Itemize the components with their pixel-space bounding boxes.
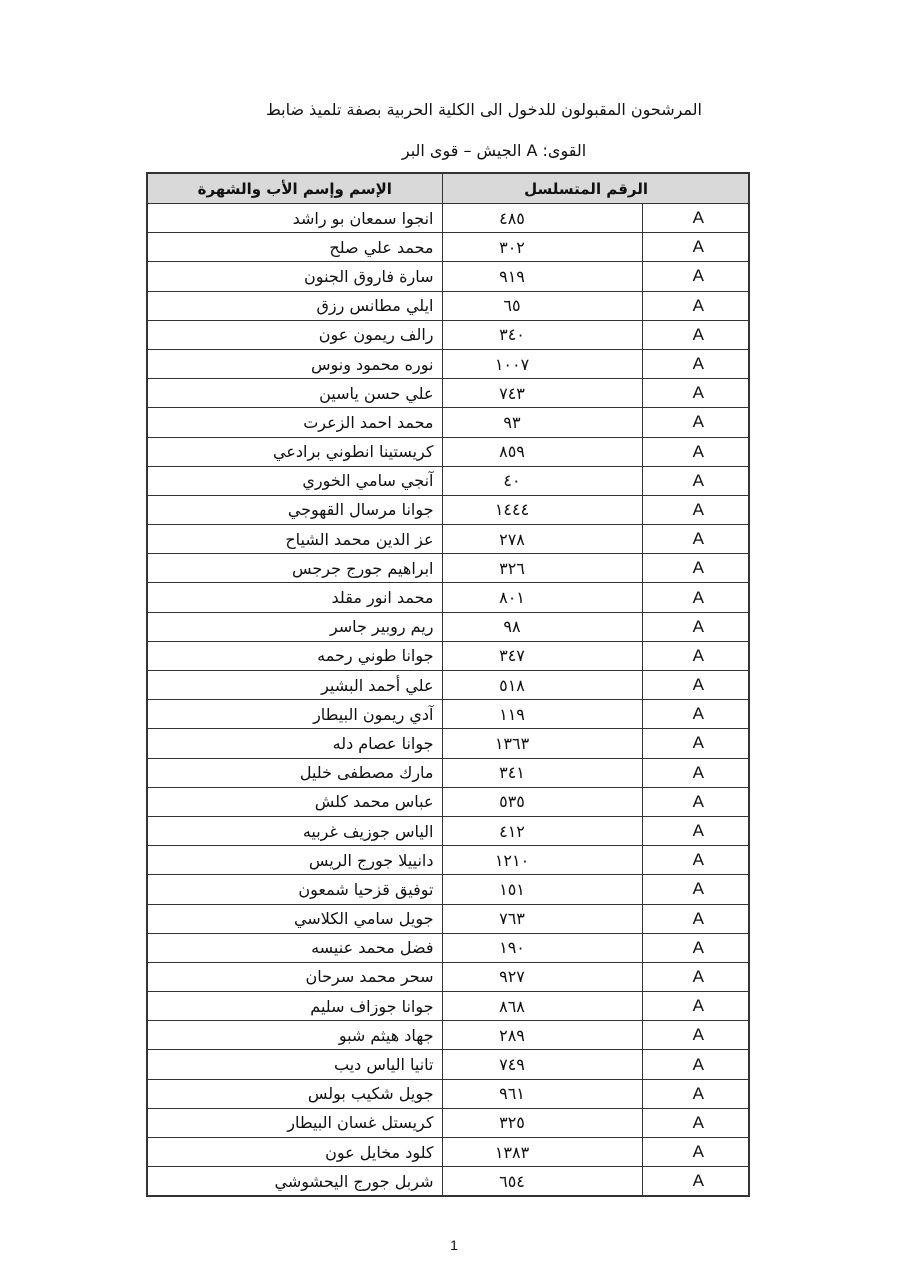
table-row <box>147 233 749 262</box>
serial-number: ١٢١٠ <box>442 846 642 875</box>
candidates-table-wrapper <box>146 172 750 1197</box>
candidate-name: جهاد هيثم شبو <box>147 1021 442 1050</box>
serial-number: ٦٥ <box>442 291 642 320</box>
serial-number: ٩١٩ <box>442 262 642 291</box>
candidate-name: انجوا سمعان بو راشد <box>147 204 442 233</box>
table-row <box>147 787 749 816</box>
force-code: A <box>642 787 749 816</box>
serial-number: ٩٣ <box>442 408 642 437</box>
column-header-name: الإسم وإسم الأب والشهرة <box>147 173 442 204</box>
serial-number: ٣٤٠ <box>442 320 642 349</box>
candidate-name: رالف ريمون عون <box>147 320 442 349</box>
table-row <box>147 933 749 962</box>
candidate-name: محمد علي صلح <box>147 233 442 262</box>
serial-number: ٦٥٤ <box>442 1167 642 1197</box>
candidate-name: جوانا عصام دله <box>147 729 442 758</box>
serial-number: ٤١٢ <box>442 816 642 845</box>
candidate-name: جويل سامي الكلاسي <box>147 904 442 933</box>
candidates-table <box>146 172 750 1197</box>
force-code: A <box>642 992 749 1021</box>
force-code: A <box>642 233 749 262</box>
candidate-name: شربل جورج اليحشوشي <box>147 1167 442 1197</box>
candidate-name: ريم روبير جاسر <box>147 612 442 641</box>
table-row <box>147 320 749 349</box>
table-row <box>147 904 749 933</box>
serial-number: ٥٣٥ <box>442 787 642 816</box>
force-code: A <box>642 758 749 787</box>
serial-number: ١١٩ <box>442 700 642 729</box>
serial-number: ٨٦٨ <box>442 992 642 1021</box>
force-code: A <box>642 379 749 408</box>
serial-number: ٨٠١ <box>442 583 642 612</box>
force-code: A <box>642 583 749 612</box>
table-row <box>147 525 749 554</box>
candidate-name: سارة فاروق الجنون <box>147 262 442 291</box>
force-code: A <box>642 1167 749 1197</box>
candidate-name: آنجي سامي الخوري <box>147 466 442 495</box>
table-row <box>147 671 749 700</box>
force-code: A <box>642 554 749 583</box>
document-subtitle: القوى: A الجيش – قوى البر <box>401 141 587 160</box>
table-row <box>147 992 749 1021</box>
force-code: A <box>642 408 749 437</box>
force-code: A <box>642 525 749 554</box>
document-title: المرشحون المقبولون للدخول الى الكلية الحربية بصفة تلميذ ضابط <box>265 100 702 119</box>
force-code: A <box>642 437 749 466</box>
serial-number: ٧٦٣ <box>442 904 642 933</box>
force-code: A <box>642 846 749 875</box>
serial-number: ٣٠٢ <box>442 233 642 262</box>
column-header-number: الرقم المتسلسل <box>442 173 749 204</box>
candidate-name: عباس محمد كلش <box>147 787 442 816</box>
candidate-name: نوره محمود ونوس <box>147 349 442 378</box>
serial-number: ٣٤١ <box>442 758 642 787</box>
table-row <box>147 729 749 758</box>
candidate-name: كلود مخايل عون <box>147 1138 442 1167</box>
serial-number: ٩٦١ <box>442 1079 642 1108</box>
table-row <box>147 846 749 875</box>
candidate-name: محمد احمد الزعرت <box>147 408 442 437</box>
force-code: A <box>642 875 749 904</box>
candidate-name: عز الدين محمد الشياح <box>147 525 442 554</box>
serial-number: ٩٨ <box>442 612 642 641</box>
force-code: A <box>642 466 749 495</box>
table-row <box>147 700 749 729</box>
serial-number: ١٩٠ <box>442 933 642 962</box>
serial-number: ٣٤٧ <box>442 641 642 670</box>
force-code: A <box>642 262 749 291</box>
force-code: A <box>642 641 749 670</box>
table-row <box>147 1079 749 1108</box>
candidate-name: علي أحمد البشير <box>147 671 442 700</box>
candidate-name: جوانا مرسال القهوجي <box>147 495 442 524</box>
force-code: A <box>642 962 749 991</box>
table-row <box>147 1167 749 1197</box>
table-row <box>147 1050 749 1079</box>
candidate-name: فضل محمد عنيسه <box>147 933 442 962</box>
serial-number: ٢٨٩ <box>442 1021 642 1050</box>
force-code: A <box>642 933 749 962</box>
candidate-name: محمد انور مقلد <box>147 583 442 612</box>
force-code: A <box>642 729 749 758</box>
table-row <box>147 554 749 583</box>
serial-number: ٨٥٩ <box>442 437 642 466</box>
table-row <box>147 816 749 845</box>
table-row <box>147 1138 749 1167</box>
table-row <box>147 349 749 378</box>
force-code: A <box>642 1021 749 1050</box>
table-row <box>147 875 749 904</box>
table-body <box>147 204 749 1197</box>
force-code: A <box>642 291 749 320</box>
candidate-name: الياس جوزيف غربيه <box>147 816 442 845</box>
serial-number: ١٣٦٣ <box>442 729 642 758</box>
candidate-name: كريستينا انطوني برادعي <box>147 437 442 466</box>
force-code: A <box>642 1138 749 1167</box>
force-code: A <box>642 1050 749 1079</box>
page-number: 1 <box>450 1237 458 1253</box>
candidate-name: ابراهيم جورج جرجس <box>147 554 442 583</box>
force-code: A <box>642 700 749 729</box>
candidate-name: جويل شكيب بولس <box>147 1079 442 1108</box>
force-code: A <box>642 495 749 524</box>
serial-number: ٣٢٦ <box>442 554 642 583</box>
force-code: A <box>642 1079 749 1108</box>
candidate-name: ايلي مطانس رزق <box>147 291 442 320</box>
table-row <box>147 379 749 408</box>
candidate-name: سحر محمد سرحان <box>147 962 442 991</box>
force-code: A <box>642 204 749 233</box>
table-row <box>147 758 749 787</box>
force-code: A <box>642 349 749 378</box>
table-row <box>147 408 749 437</box>
force-code: A <box>642 816 749 845</box>
force-code: A <box>642 612 749 641</box>
table-row <box>147 495 749 524</box>
serial-number: ١٣٨٣ <box>442 1138 642 1167</box>
table-row <box>147 262 749 291</box>
candidate-name: مارك مصطفى خليل <box>147 758 442 787</box>
force-code: A <box>642 320 749 349</box>
table-row <box>147 437 749 466</box>
serial-number: ٤٨٥ <box>442 204 642 233</box>
candidate-name: كريستل غسان البيطار <box>147 1108 442 1137</box>
table-row <box>147 962 749 991</box>
table-row <box>147 583 749 612</box>
table-row <box>147 291 749 320</box>
table-row <box>147 1021 749 1050</box>
candidate-name: آدي ريمون البيطار <box>147 700 442 729</box>
table-header-row <box>147 173 749 204</box>
serial-number: ٩٢٧ <box>442 962 642 991</box>
serial-number: ١٥١ <box>442 875 642 904</box>
serial-number: ١٤٤٤ <box>442 495 642 524</box>
candidate-name: جوانا جوزاف سليم <box>147 992 442 1021</box>
serial-number: ١٠٠٧ <box>442 349 642 378</box>
candidate-name: علي حسن ياسين <box>147 379 442 408</box>
candidate-name: تانيا الياس ديب <box>147 1050 442 1079</box>
table-row <box>147 612 749 641</box>
serial-number: ٤٠ <box>442 466 642 495</box>
candidate-name: جوانا طوني رحمه <box>147 641 442 670</box>
serial-number: ٧٤٣ <box>442 379 642 408</box>
candidate-name: دانييلا جورج الريس <box>147 846 442 875</box>
force-code: A <box>642 671 749 700</box>
serial-number: ٧٤٩ <box>442 1050 642 1079</box>
serial-number: ٣٢٥ <box>442 1108 642 1137</box>
table-row <box>147 641 749 670</box>
candidate-name: توفيق قزحيا شمعون <box>147 875 442 904</box>
table-row <box>147 204 749 233</box>
serial-number: ٢٧٨ <box>442 525 642 554</box>
force-code: A <box>642 904 749 933</box>
table-row <box>147 466 749 495</box>
serial-number: ٥١٨ <box>442 671 642 700</box>
force-code: A <box>642 1108 749 1137</box>
table-row <box>147 1108 749 1137</box>
